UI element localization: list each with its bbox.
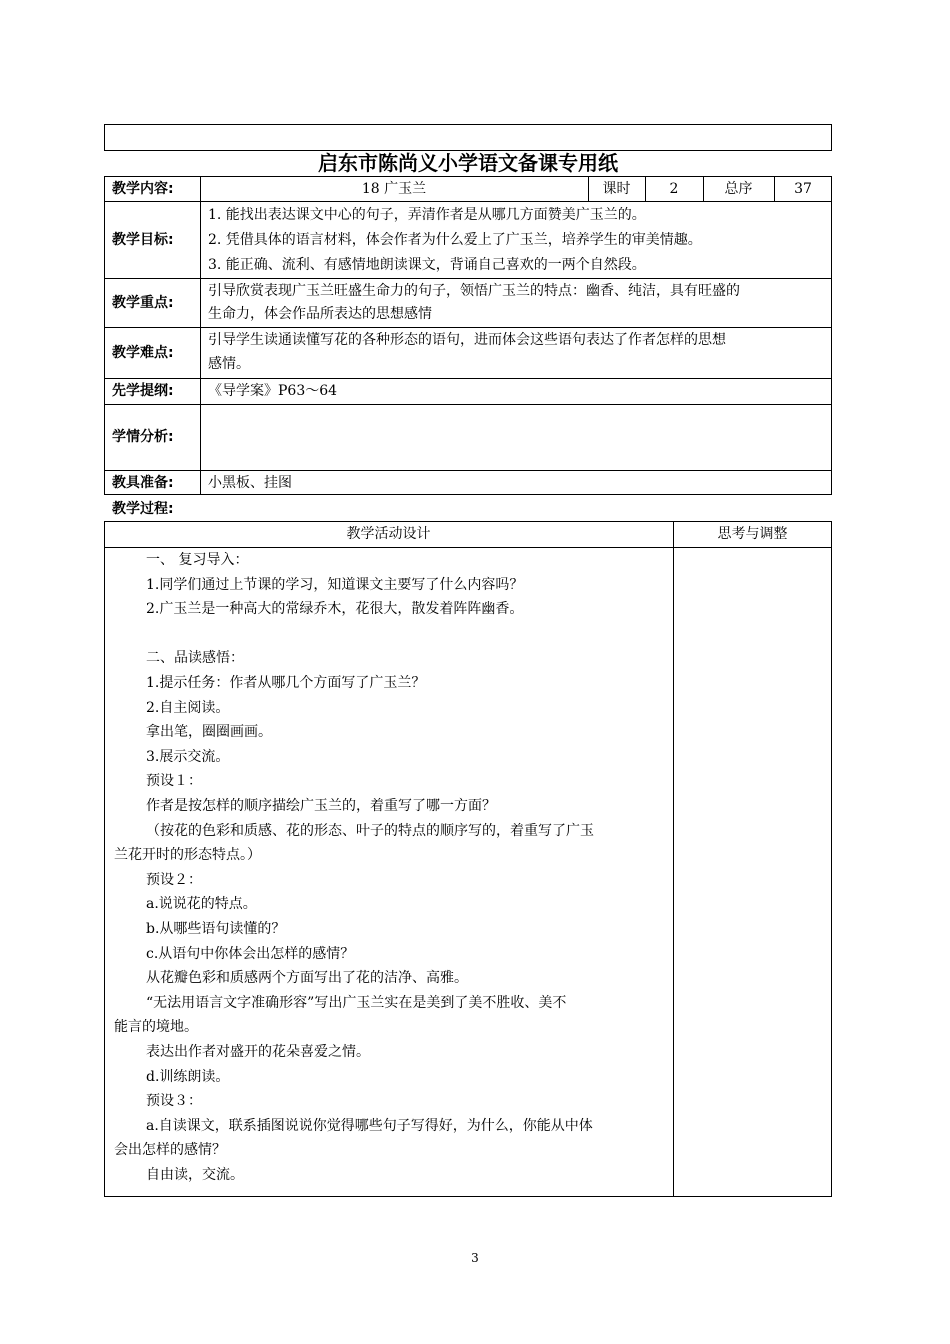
activity-line: 2.广玉兰是一种高大的常绿乔木，花很大，散发着阵阵幽香。 <box>146 601 524 617</box>
activity-line: 拿出笔，圈圈画画。 <box>146 724 272 740</box>
activity-line: 预设１： <box>146 773 202 789</box>
activity-line: 预设２： <box>146 872 202 888</box>
activity-line: a.说说花的特点。 <box>146 896 257 912</box>
activity-line: a.自读课文，联系插图说说你觉得哪些句子写得好，为什么，你能从中体 <box>146 1118 593 1134</box>
activity-line: （按花的色彩和质感、花的形态、叶子的特点的顺序写的，着重写了广玉 <box>146 823 594 839</box>
difficulties-label: 教学难点: <box>112 345 174 361</box>
activity-line: 1.同学们通过上节课的学习，知道课文主要写了什么内容吗？ <box>146 577 524 593</box>
page-title: 启东市陈尚义小学语文备课专用纸 <box>318 151 618 175</box>
objective-item: 1. 能找出表达课文中心的句子，弄清作者是从哪几方面赞美广玉兰的。 <box>208 207 646 223</box>
activity-line: 1.提示任务：作者从哪几个方面写了广玉兰？ <box>146 675 426 691</box>
process-label: 教学过程: <box>112 501 174 517</box>
page-number: 3 <box>471 1251 479 1265</box>
activity-line: 从花瓣色彩和质感两个方面写出了花的洁净、高雅。 <box>146 970 468 986</box>
activity-line: 一、 复习导入： <box>146 552 249 568</box>
activity-line: 兰花开时的形态特点。） <box>114 847 261 863</box>
sequence-label: 总序 <box>724 181 753 197</box>
objective-item: 2. 凭借具体的语言材料，体会作者为什么爱上了广玉兰，培养学生的审美情趣。 <box>208 232 702 248</box>
activity-line: c.从语句中你体会出怎样的感情？ <box>146 946 355 962</box>
activity-line: “无法用语言文字准确形容”写出广玉兰实在是美到了美不胜收、美不 <box>146 995 567 1011</box>
key-points-line: 生命力，体会作品所表达的思想感情 <box>208 306 432 322</box>
activity-line: 表达出作者对盛开的花朵喜爱之情。 <box>146 1044 370 1060</box>
activity-line: 预设３： <box>146 1093 202 1109</box>
objective-item: 3. 能正确、流利、有感情地朗读课文，背诵自己喜欢的一两个自然段。 <box>208 257 646 273</box>
preview-value: 《导学案》P63～64 <box>208 383 338 399</box>
difficulties-line: 感情。 <box>208 356 250 372</box>
key-points-line: 引导欣赏表现广玉兰旺盛生命力的句子，领悟广玉兰的特点：幽香、纯洁，具有旺盛的 <box>208 283 740 299</box>
materials-value: 小黑板、挂图 <box>208 475 292 491</box>
activity-line: 作者是按怎样的顺序描绘广玉兰的，着重写了哪一方面？ <box>146 798 496 814</box>
period-value: 2 <box>669 181 679 197</box>
header-empty-box <box>104 124 832 151</box>
difficulties-line: 引导学生读通读懂写花的各种形态的语句，进而体会这些语句表达了作者怎样的思想 <box>208 332 726 348</box>
lesson-title-value: 18 广玉兰 <box>361 181 427 197</box>
activity-line: 会出怎样的感情？ <box>114 1142 226 1158</box>
key-points-label: 教学重点: <box>112 295 174 311</box>
objectives-label: 教学目标: <box>112 232 174 248</box>
activity-line: d.训练朗读。 <box>146 1069 230 1085</box>
activity-line: 自由读，交流。 <box>146 1167 244 1183</box>
activity-line: 二、品读感悟： <box>146 650 244 666</box>
period-label: 课时 <box>602 181 631 197</box>
activity-design-header: 教学活动设计 <box>346 526 431 542</box>
sequence-value: 37 <box>794 181 812 197</box>
activity-line: b.从哪些语句读懂的？ <box>146 921 286 937</box>
reflection-header: 思考与调整 <box>717 526 788 542</box>
preview-label: 先学提纲: <box>112 383 174 399</box>
materials-label: 教具准备: <box>112 475 174 491</box>
content-label: 教学内容: <box>112 181 174 197</box>
activity-line: 能言的境地。 <box>114 1019 198 1035</box>
activity-line: 2.自主阅读。 <box>146 700 230 716</box>
analysis-label: 学情分析: <box>112 429 174 445</box>
activity-line: 3.展示交流。 <box>146 749 230 765</box>
